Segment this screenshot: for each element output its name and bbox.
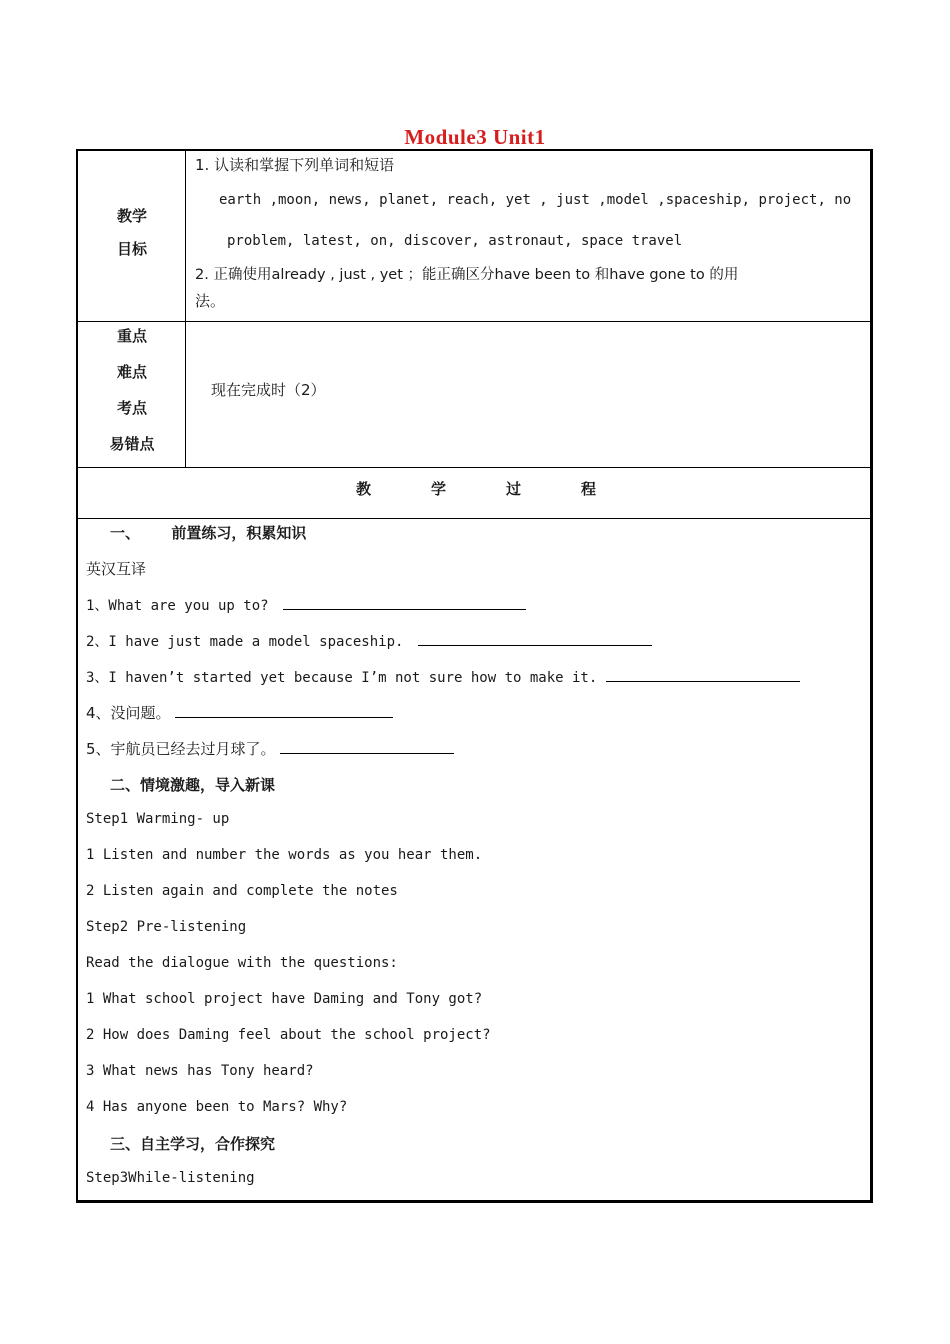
- question-3: 3 What news has Tony heard?: [86, 1063, 314, 1079]
- step1-task-2: 2 Listen again and complete the notes: [86, 883, 398, 899]
- answer-blank-1[interactable]: [283, 595, 526, 610]
- exercise-3-text: 3、I haven’t started yet because I’m not sure how to make it.: [86, 670, 598, 686]
- column-divider: [185, 151, 186, 467]
- question-1: 1 What school project have Daming and Tony got?: [86, 991, 483, 1007]
- step1-task-1: 1 Listen and number the words as you hear them.: [86, 847, 483, 863]
- process-header-4: 程: [581, 480, 597, 498]
- section-3-title: 三、自主学习，合作探究: [110, 1135, 276, 1153]
- objective-item-2-cont: 法。: [195, 292, 226, 310]
- answer-blank-4[interactable]: [175, 703, 393, 718]
- focus-label-difficult: 难点: [116, 363, 147, 381]
- objective-item-2: 2. 正确使用already , just , yet ；能正确区分have been to 和have gone to 的用: [195, 267, 739, 283]
- exercise-2-text: 2、I have just made a model spaceship.: [86, 634, 404, 650]
- exercise-4: [86, 702, 393, 723]
- focus-label-key: 重点: [116, 327, 147, 345]
- vocab-line-1: earth ,moon, news, planet, reach, yet , just ,model ,spaceship, project, no: [219, 192, 852, 208]
- step1-line: Step1 Warming- up: [86, 811, 230, 827]
- answer-blank-2[interactable]: [418, 631, 652, 646]
- objective-item-1: 1. 认读和掌握下列单词和短语: [195, 156, 395, 174]
- vocab-line-2: problem, latest, on, discover, astronaut, space travel: [227, 233, 683, 249]
- process-header-3: 过: [506, 480, 522, 498]
- focus-content: 现在完成时（2）: [211, 381, 326, 399]
- exercise-1-text: 1、What are you up to?: [86, 598, 269, 614]
- exercise-2: [86, 631, 652, 651]
- page-title: Module3 Unit1: [404, 125, 546, 149]
- row-divider: [78, 467, 873, 468]
- exercise-5: [86, 738, 454, 759]
- answer-blank-5[interactable]: [280, 739, 454, 754]
- objectives-label-1: 教学: [116, 207, 147, 225]
- exercise-4-text: 4、没问题。: [86, 704, 171, 722]
- row-divider: [78, 321, 873, 322]
- step2-instruction: Read the dialogue with the questions:: [86, 955, 398, 971]
- exercise-5-text: 5、宇航员已经去过月球了。: [86, 740, 276, 758]
- focus-label-error: 易错点: [109, 435, 155, 453]
- step3-line: Step3While-listening: [86, 1170, 255, 1186]
- lesson-table: [76, 149, 873, 1203]
- focus-label-exam: 考点: [116, 399, 147, 417]
- answer-blank-3[interactable]: [606, 667, 800, 682]
- section-2-title: 二、情境激趣，导入新课: [110, 776, 276, 794]
- exercise-3: [86, 667, 800, 687]
- question-2: 2 How does Daming feel about the school project?: [86, 1027, 491, 1043]
- step2-line: Step2 Pre-listening: [86, 919, 247, 935]
- objectives-label-2: 目标: [116, 240, 147, 258]
- exercise-1: [86, 595, 526, 615]
- translate-label: 英汉互译: [86, 560, 147, 578]
- process-header-2: 学: [431, 480, 447, 498]
- process-header-1: 教: [356, 480, 372, 498]
- row-divider: [78, 518, 873, 519]
- question-4: 4 Has anyone been to Mars? Why?: [86, 1099, 348, 1115]
- section-1-title: 一、 前置练习，积累知识: [110, 524, 307, 542]
